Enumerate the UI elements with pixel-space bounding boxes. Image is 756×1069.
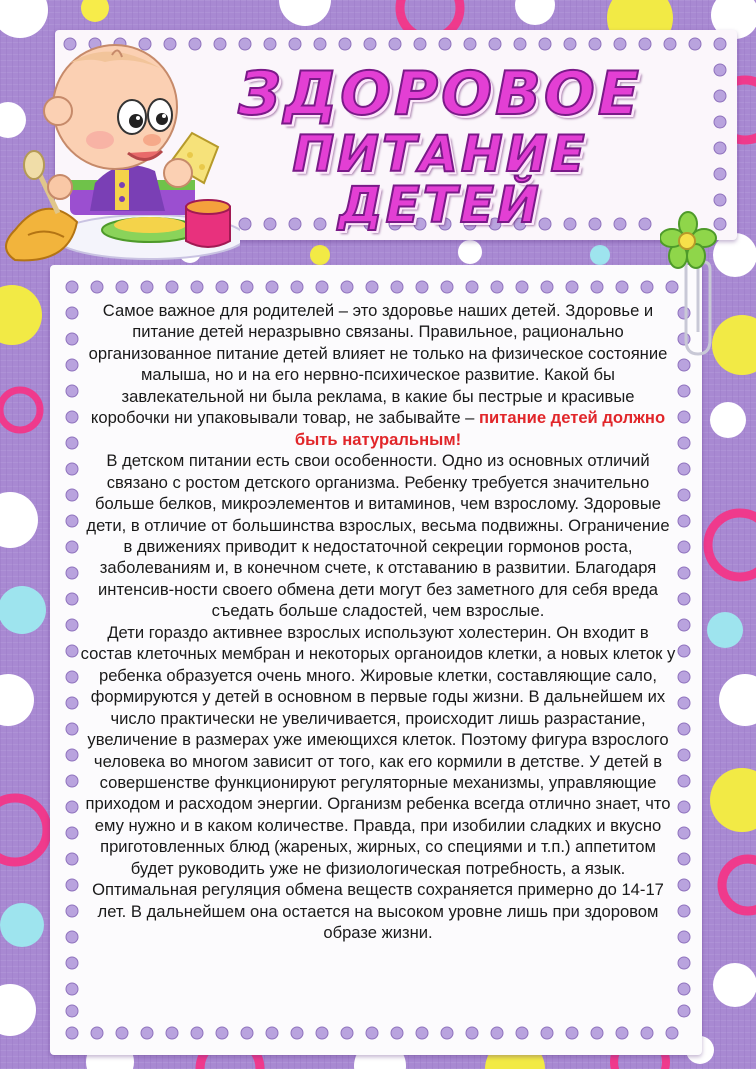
article-text bbox=[80, 300, 676, 944]
flower-paperclip-icon bbox=[660, 210, 720, 360]
highlighted-phrase: питание детей должно быть натуральным! bbox=[294, 408, 666, 449]
baby-eating-icon bbox=[0, 15, 240, 305]
title-line-2: ПИТАНИЕ ДЕТЕЙ bbox=[292, 125, 588, 235]
paragraph-1-text: Самое важное для родителей – это здоровье наших детей. Здоровье и питание детей неразрывно связаны. Правильное, рационально организованное питание детей влияет не только на физическое состояние малыша, но и на его нервно-психическое развитие. Какой бы завлекательной ни была реклама, в какие бы пестрые и красивые коробочки ни упаковывали товар, не забывайте – bbox=[88, 301, 668, 428]
article-paragraph-1 bbox=[80, 300, 676, 450]
article-paragraph-3: Дети гораздо активнее взрослых используют холестерин. Он входит в состав клеточных мембран и некоторых органоидов клетки, а новых клеток у ребенка образуется очень много. Жировые клетки, составляющие сало, формируются у детей в основном в первые годы жизни. В дальнейшем их число практически не увеличивается, происходит лишь разрастание, увеличение в размерах уже имеющихся клеток. Поэтому фигура взрослого человека во многом зависит от того, как его кормили в детстве. У детей в совершенстве функционируют регуляторные механизмы, управляющие приходом и расходом энергии. Организм ребенка всегда отлично знает, что ему нужно и в каком количестве. Правда, при изобилии сладких и вкусно приготовленных блюд (жареных, жирных, со специями и т.п.) аппетитом будет руководить уже не физиологическая потребность, а язык. Оптимальная регуляция обмена веществ сохраняется примерно до 14-17 лет. В дальнейшем она остается на высоком уровне лишь при здоровом образе жизни. bbox=[80, 622, 676, 943]
title-line-1: ЗДОРОВОЕ bbox=[238, 59, 642, 129]
article-paragraph-2: В детском питании есть свои особенности. Одно из основных отличий связано с ростом детского организма. Ребенку требуется значительно больше белков, микроэлементов и витаминов, чем взрослому. Здоровые дети, в отличие от большинства взрослых, весьма подвижны. Ограничение в движениях приводит к недостаточной секреции гормонов роста, заболеваниям и, в конечном счете, к отставанию в развитии. Благодаря интенсив-ности своего обмена дети могут без заметного для себя вреда съедать больше сладостей, чем взрослые. bbox=[86, 451, 670, 621]
